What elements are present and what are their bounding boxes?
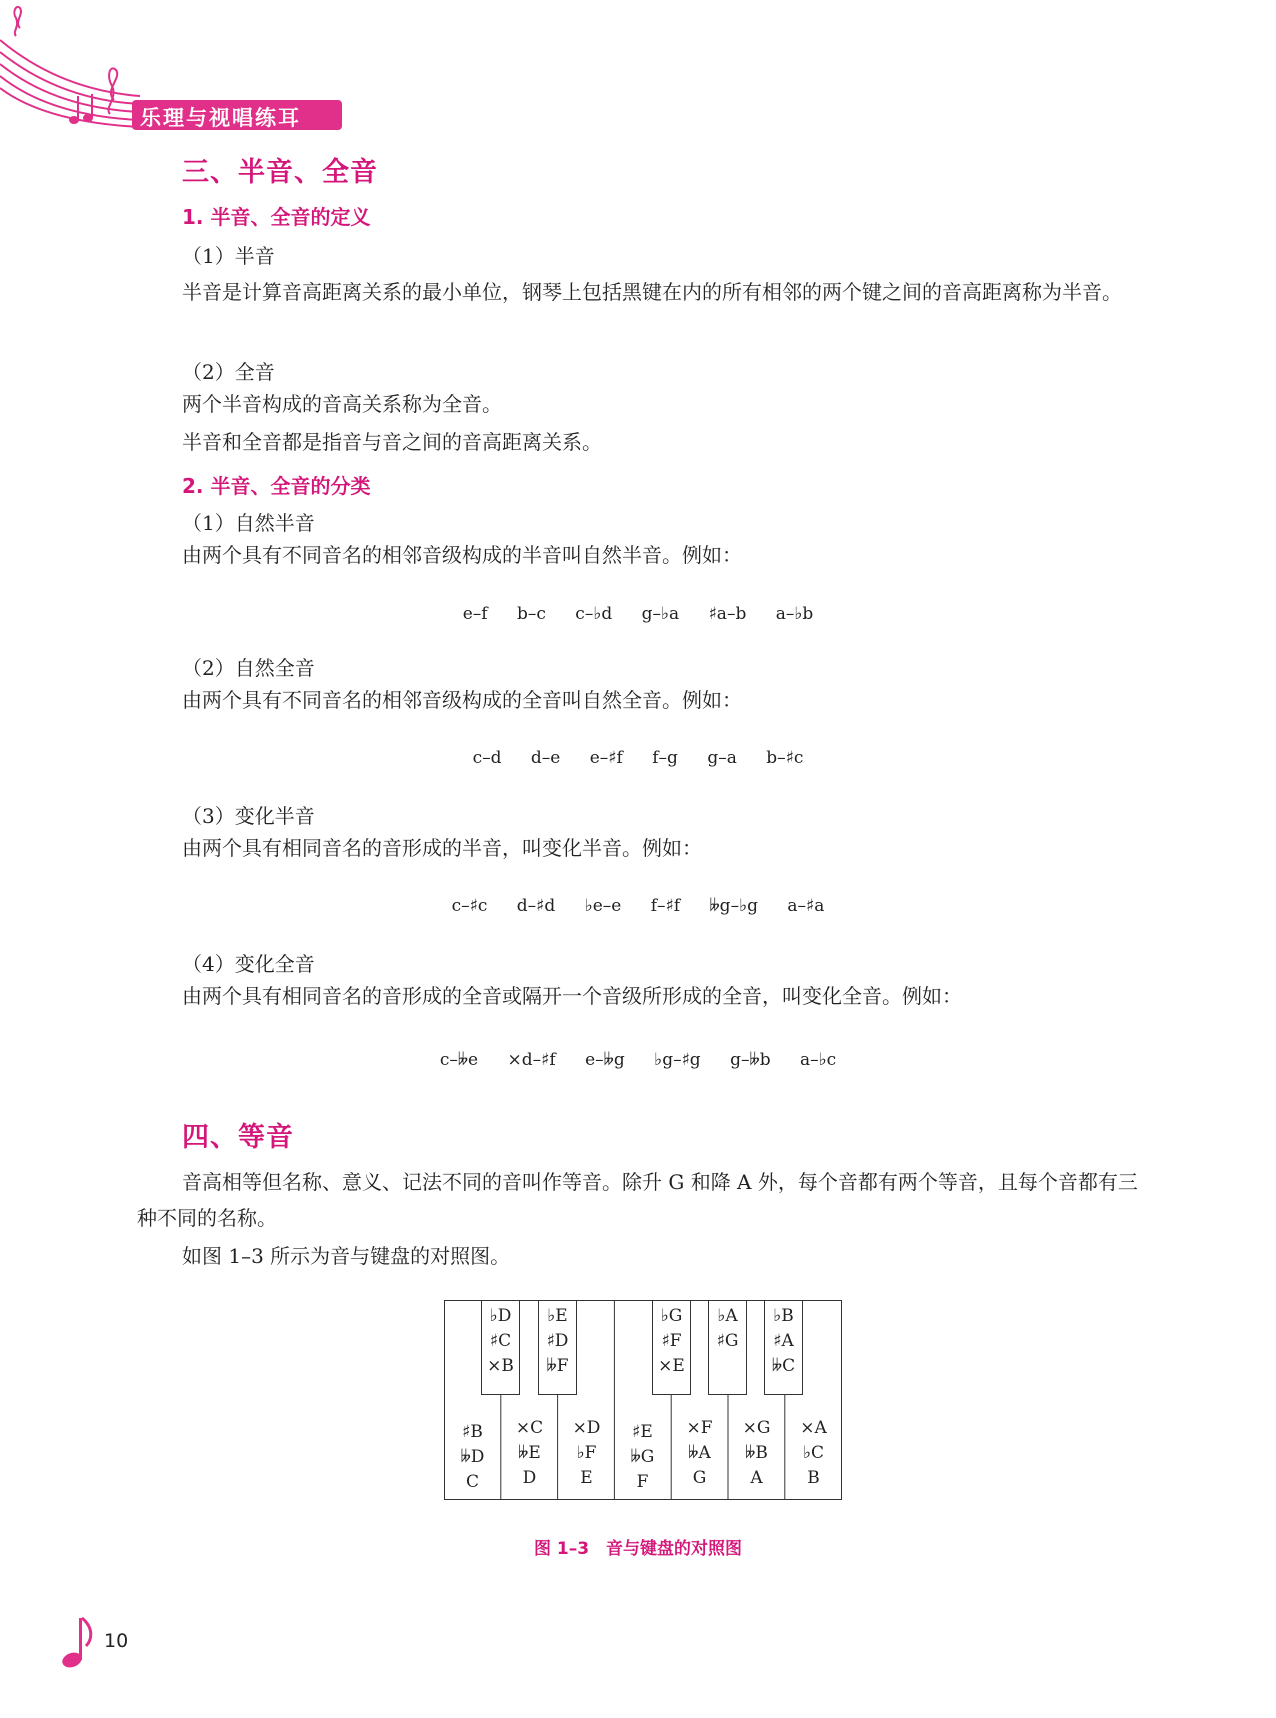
eighth-note-icon xyxy=(58,1612,98,1672)
chromatic-wholetone-examples xyxy=(0,1050,1276,1070)
key-label: 𝄫F xyxy=(546,1356,569,1376)
key-label: E xyxy=(580,1468,593,1488)
key-label: ♭A xyxy=(717,1306,738,1326)
treble-clef-icon-small xyxy=(14,7,21,36)
wholetone-definition: 两个半音构成的音高关系称为全音。 xyxy=(182,392,502,416)
example: ♯a–b xyxy=(708,604,747,624)
key-label: ♭E xyxy=(547,1306,568,1326)
key-label: A xyxy=(750,1468,763,1488)
example: d–e xyxy=(530,748,561,768)
example: 𝄫g–♭g xyxy=(709,896,758,916)
black-key-eb xyxy=(538,1304,577,1379)
section-4-title: 四、等音 xyxy=(182,1122,294,1153)
example: e–𝄫g xyxy=(585,1050,625,1070)
item-natural-wholetone-label: （2）自然全音 xyxy=(182,656,315,680)
example: e–♯f xyxy=(589,748,623,768)
natural-wholetone-examples xyxy=(0,748,1276,768)
key-label: ×C xyxy=(515,1418,544,1438)
chromatic-wholetone-text: 由两个具有相同音名的音形成的全音或隔开一个音级所形成的全音，叫变化全音。例如： xyxy=(182,984,962,1008)
white-key-f xyxy=(614,1420,671,1495)
white-key-a xyxy=(728,1416,785,1491)
book-title: 乐理与视唱练耳 xyxy=(140,106,301,130)
item-chromatic-semitone-label: （3）变化半音 xyxy=(182,804,315,828)
key-label: ♭C xyxy=(802,1443,825,1463)
key-label: ×E xyxy=(658,1356,685,1376)
natural-wholetone-text: 由两个具有不同音名的相邻音级构成的全音叫自然全音。例如： xyxy=(182,688,742,712)
keyboard-diagram xyxy=(444,1300,842,1500)
white-key-b xyxy=(785,1416,842,1491)
white-key-c xyxy=(444,1420,501,1495)
example: c–d xyxy=(472,748,502,768)
example: a–♭c xyxy=(799,1050,837,1070)
example: ♭g–♯g xyxy=(654,1050,701,1070)
key-label: C xyxy=(465,1472,479,1492)
page-number: 10 xyxy=(104,1630,129,1652)
natural-semitone-text: 由两个具有不同音名的相邻音级构成的半音叫自然半音。例如： xyxy=(182,543,742,567)
black-key-gb xyxy=(652,1304,691,1379)
figure-caption: 图 1–3 音与键盘的对照图 xyxy=(533,1539,743,1559)
figure-reference: 如图 1–3 所示为音与键盘的对照图。 xyxy=(182,1244,511,1268)
key-label: ♭F xyxy=(576,1443,597,1463)
key-label: D xyxy=(522,1468,537,1488)
enharmonic-definition: 音高相等但名称、意义、记法不同的音叫作等音。除升 G 和降 A 外，每个音都有两个等音，且每个音都有三种不同的名称。 xyxy=(137,1170,1138,1230)
section-3-title: 三、半音、全音 xyxy=(182,157,378,188)
key-label: 𝄫B xyxy=(745,1443,768,1463)
key-label: B xyxy=(807,1468,820,1488)
item-semitone-label: （1）半音 xyxy=(182,244,275,268)
example: b–♯c xyxy=(766,748,804,768)
example: e–f xyxy=(462,604,488,624)
example: b–c xyxy=(516,604,546,624)
key-label: G xyxy=(692,1468,707,1488)
key-label: ♯F xyxy=(661,1331,682,1351)
key-label: ×B xyxy=(487,1356,514,1376)
key-label: ♯D xyxy=(546,1331,569,1351)
example: ♭e–e xyxy=(584,896,622,916)
example: g–𝄫b xyxy=(730,1050,771,1070)
example: d–♯d xyxy=(516,896,556,916)
example: g–♭a xyxy=(641,604,680,624)
key-label: ♭G xyxy=(660,1306,683,1326)
chromatic-semitone-examples xyxy=(0,896,1276,916)
chromatic-semitone-text: 由两个具有相同音名的音形成的半音，叫变化半音。例如： xyxy=(182,836,702,860)
item-chromatic-wholetone-label: （4）变化全音 xyxy=(182,952,315,976)
semitone-definition: 半音是计算音高距离关系的最小单位，钢琴上包括黑键在内的所有相邻的两个键之间的音高距离称为半音。 xyxy=(182,280,1122,304)
key-label: 𝄫A xyxy=(688,1443,711,1463)
example: c–𝄫e xyxy=(439,1050,479,1070)
example: a–♯a xyxy=(787,896,825,916)
key-label: F xyxy=(636,1472,649,1492)
white-key-e xyxy=(558,1416,615,1491)
item-wholetone-label: （2）全音 xyxy=(182,360,275,384)
semitone-wholetone-note: 半音和全音都是指音与音之间的音高距离关系。 xyxy=(182,430,602,454)
key-label: ♯G xyxy=(716,1331,739,1351)
item-natural-semitone-label: （1）自然半音 xyxy=(182,511,315,535)
staff-swoosh xyxy=(0,40,140,127)
example: f–g xyxy=(652,748,678,768)
white-key-g xyxy=(671,1416,728,1491)
example: ×d–♯f xyxy=(507,1050,556,1070)
key-label: ×D xyxy=(572,1418,601,1438)
key-label: ×G xyxy=(742,1418,771,1438)
key-label: ♯B xyxy=(462,1422,483,1442)
example: c–♭d xyxy=(575,604,613,624)
black-key-db xyxy=(481,1304,520,1379)
key-label: ♭B xyxy=(773,1306,794,1326)
key-label: 𝄫D xyxy=(460,1447,485,1467)
key-label: ♯A xyxy=(773,1331,794,1351)
example: c–♯c xyxy=(451,896,488,916)
key-label: ♯C xyxy=(489,1331,512,1351)
key-label: ♭D xyxy=(489,1306,512,1326)
black-key-ab xyxy=(708,1304,747,1354)
black-key-bb xyxy=(764,1304,803,1379)
key-label: 𝄫G xyxy=(630,1447,655,1467)
natural-semitone-examples xyxy=(0,604,1276,624)
example: g–a xyxy=(707,748,737,768)
example: f–♯f xyxy=(650,896,681,916)
key-label: 𝄫C xyxy=(771,1356,796,1376)
subsection-2-title: 2. 半音、全音的分类 xyxy=(182,474,371,498)
white-key-d xyxy=(501,1416,558,1491)
key-label: ×F xyxy=(686,1418,713,1438)
example: a–♭b xyxy=(775,604,814,624)
subsection-1-title: 1. 半音、全音的定义 xyxy=(182,205,371,229)
key-label: ×A xyxy=(800,1418,827,1438)
key-label: 𝄫E xyxy=(518,1443,541,1463)
key-label: ♯E xyxy=(632,1422,653,1442)
